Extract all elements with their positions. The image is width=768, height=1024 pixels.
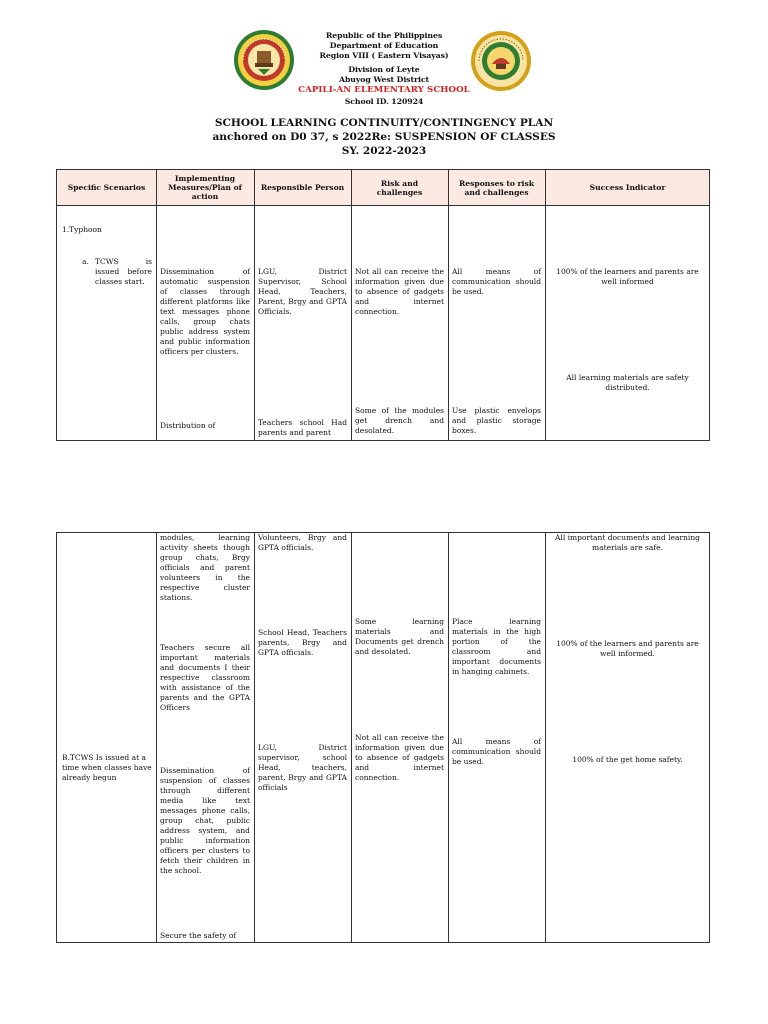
- contingency-table-part1: [56, 169, 710, 441]
- scenario-a-text: TCWS is issued before classes start.: [95, 257, 152, 286]
- school-name: CAPILI-AN ELEMENTARY SCHOOL: [298, 85, 470, 95]
- scenario-a-marker: a.: [82, 257, 89, 266]
- risk-no-gadgets: Not all can receive the information given due to absence of gadgets and internet connection.: [355, 733, 444, 782]
- response-all-communication: All means of communication should be used.: [452, 267, 541, 296]
- measure-modules-distribution: modules, learning activity sheets though group chats, Brgy officials and parent volunteers in the respective cluster stations.: [160, 533, 250, 602]
- header-specific-scenarios: Specific Scenarios: [67, 183, 146, 192]
- person-volunteers: Volunteers, Brgy and GPTA officials.: [258, 533, 347, 552]
- measure-distribution: Distribution of: [160, 421, 216, 430]
- header-risk-challenges: Risk and challenges: [376, 178, 423, 197]
- indicator-informed: 100% of the learners and parents are well informed.: [556, 639, 699, 658]
- school-id: School ID. 120924: [344, 97, 424, 106]
- country-name: Republic of the Philippines: [325, 31, 443, 40]
- header-responsible-person: Responsible Person: [260, 183, 345, 192]
- response-high-portion: Place learning materials in the high portion of the classroom and important documents in hanging cabinets.: [452, 617, 541, 676]
- person-lgu-officials: LGU, District Supervisor, School Head, Teachers, Parent, Brgy and GPTA Officials.: [258, 267, 347, 316]
- plan-subtitle: anchored on D0 37, s 2022Re: SUSPENSION OF CLASSES: [212, 131, 556, 143]
- indicator-home-safety: 100% of the get home safety.: [572, 755, 683, 764]
- risk-modules-drench: Some of the modules get drench and desolated.: [355, 406, 444, 435]
- plan-title: SCHOOL LEARNING CONTINUITY/CONTINGENCY PLAN: [214, 117, 554, 129]
- indicator-safety-distributed: All learning materials are safety distributed.: [566, 373, 689, 392]
- measure-dissemination: Dissemination of automatic suspension of classes through different platforms like text messages phone calls, group chats public address system and public information officers per clusters.: [160, 267, 250, 356]
- person-school-head: School Head, Teachers parents, Brgy and GPTA officials.: [258, 628, 347, 657]
- indicator-documents-safe: All important documents and learning materials are safe.: [555, 533, 700, 552]
- measure-suspension-dissemination: Dissemination of suspension of classes through different media like text messages phone calls, group chat, public address system, and public information officers per clusters to fetch their children in the school.: [160, 766, 250, 875]
- department-name: Department of Education: [329, 41, 439, 50]
- risk-materials-drench: Some learning materials and Documents get drench and desolated.: [355, 617, 444, 656]
- response-communication: All means of communication should be used.: [452, 737, 541, 766]
- scenario-b-text: B.TCWS Is issued at a time when classes have already begun: [62, 753, 152, 782]
- division-name: Division of Leyte: [348, 65, 420, 74]
- indicator-well-informed: 100% of the learners and parents are well informed: [556, 267, 699, 286]
- region-name: Region VIII ( Eastern Visayas): [319, 51, 449, 60]
- header-implementing-measures: Implementing Measures/Plan of action: [168, 174, 242, 201]
- header-responses: Responses to risk and challenges: [459, 178, 534, 197]
- school-year: SY. 2022-2023: [341, 145, 427, 157]
- measure-secure-safety: Secure the safety of: [160, 931, 237, 940]
- district-name: Abuyog West District: [339, 75, 429, 84]
- person-lgu-district: LGU, District supervisor, school Head, teachers, parent, Brgy and GPTA officials: [258, 743, 347, 792]
- person-teachers-parents: Teachers school Had parents and parent: [258, 418, 347, 437]
- response-plastic-envelops: Use plastic envelops and plastic storage boxes.: [452, 406, 541, 435]
- contingency-table-part2: [56, 532, 710, 943]
- risk-no-information: Not all can receive the information given due to absence of gadgets and internet connection.: [355, 267, 444, 316]
- measure-secure-materials: Teachers secure all important materials and documents I their respective classroom with assistance of the parents and the GPTA Officers: [160, 643, 250, 712]
- header-success-indicator: Success Indicator: [589, 183, 666, 192]
- scenario-typhoon: 1.Typhoon: [62, 225, 102, 234]
